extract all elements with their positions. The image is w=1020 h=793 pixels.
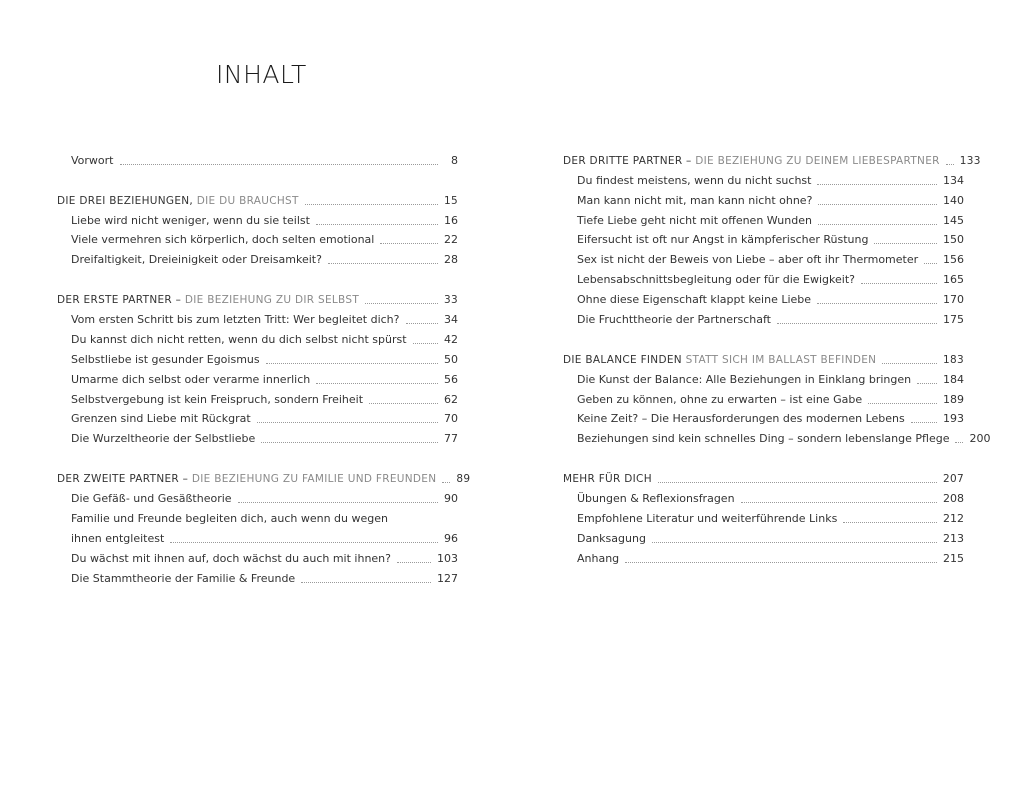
section-gap (563, 327, 964, 347)
dot-leader (817, 184, 937, 185)
section-heading-sub: DIE DU BRAUCHST (193, 194, 299, 207)
dot-leader (413, 343, 438, 344)
toc-entry[interactable] (563, 307, 964, 327)
toc-entry[interactable] (563, 546, 964, 566)
entry-title: Grenzen sind Liebe mit Rückgrat (71, 412, 251, 426)
toc-entry[interactable] (57, 486, 458, 506)
entry-title: Sex ist nicht der Beweis von Liebe – aber oft ihr Thermometer (577, 253, 919, 267)
toc-entry[interactable] (57, 407, 458, 427)
page-number: 165 (943, 273, 964, 287)
toc-section-heading[interactable] (563, 466, 964, 486)
entry-title: Familie und Freunde begleiten dich, auch wenn du wegen (71, 511, 388, 525)
dot-leader (170, 542, 438, 543)
section-heading-main: MEHR FÜR DICH (563, 473, 652, 486)
page-number: 70 (444, 412, 458, 426)
page-number: 33 (444, 294, 458, 307)
page-number: 193 (943, 412, 964, 426)
dot-leader (397, 562, 431, 563)
entry-title: Vom ersten Schritt bis zum letzten Tritt: Wer begleitet dich? (71, 313, 400, 327)
dot-leader (946, 164, 954, 165)
dot-leader (652, 542, 937, 543)
entry-title: Tiefe Liebe geht nicht mit offenen Wunden (577, 213, 812, 227)
page-number: 213 (943, 531, 964, 545)
entry-title: Umarme dich selbst oder verarme innerlich (71, 372, 311, 386)
toc-entry[interactable] (57, 228, 458, 248)
section-gap (563, 446, 964, 466)
dot-leader (365, 303, 438, 304)
entry-title: Übungen & Reflexionsfragen (577, 492, 735, 506)
entry-title: Selbstvergebung ist kein Freispruch, sondern Freiheit (71, 392, 364, 406)
toc-entry[interactable] (57, 247, 458, 267)
entry-title: Die Gefäß- und Gesäßtheorie (71, 492, 232, 506)
dot-leader (924, 263, 937, 264)
toc-entry[interactable] (563, 426, 991, 446)
dot-leader (911, 422, 937, 423)
dot-leader (817, 303, 937, 304)
page-number: 34 (444, 313, 458, 327)
entry-title: Danksagung (577, 531, 646, 545)
page-number: 56 (444, 372, 458, 386)
entry-title: Viele vermehren sich körperlich, doch selten emotional (71, 233, 375, 247)
toc-entry[interactable] (57, 526, 458, 546)
dot-leader (917, 383, 937, 384)
page-number: 8 (451, 153, 458, 167)
page-number: 28 (444, 253, 458, 267)
dot-leader (380, 243, 438, 244)
page-number: 150 (943, 233, 964, 247)
toc-section-heading[interactable] (57, 287, 458, 307)
toc-entry[interactable] (57, 546, 458, 566)
page-number: 145 (943, 213, 964, 227)
dot-leader (741, 502, 937, 503)
toc-entry[interactable] (57, 347, 458, 367)
page-number: 156 (943, 253, 964, 267)
entry-title: Die Fruchttheorie der Partnerschaft (577, 313, 771, 327)
toc-entry[interactable] (563, 287, 964, 307)
toc-entry[interactable] (57, 367, 458, 387)
section-heading-main: DIE BALANCE FINDEN (563, 353, 682, 366)
dot-leader (777, 323, 937, 324)
page-number: 184 (943, 372, 964, 386)
dot-leader (843, 522, 937, 523)
entry-title: Vorwort (71, 153, 114, 167)
section-heading-sub: STATT SICH IM BALLAST BEFINDEN (681, 353, 877, 366)
toc-section-heading[interactable] (563, 347, 964, 367)
page-number: 62 (444, 392, 458, 406)
toc-entry[interactable] (563, 506, 964, 526)
page-number: 183 (943, 353, 964, 366)
dot-leader (238, 502, 438, 503)
toc-section-heading[interactable] (57, 466, 471, 486)
section-gap (57, 267, 458, 287)
dot-leader (301, 582, 431, 583)
page-number: 212 (943, 511, 964, 525)
entry-title: Empfohlene Literatur und weiterführende Links (577, 511, 838, 525)
section-gap (57, 168, 458, 188)
toc-section-heading[interactable] (563, 148, 981, 168)
entry-title: Lebensabschnittsbegleitung oder für die Ewigkeit? (577, 273, 855, 287)
page-number: 103 (437, 551, 458, 565)
toc-entry[interactable] (57, 307, 458, 327)
page-number: 140 (943, 193, 964, 207)
entry-title: Man kann nicht mit, man kann nicht ohne? (577, 193, 813, 207)
entry-title: Ohne diese Eigenschaft klappt keine Liebe (577, 293, 812, 307)
toc-entry[interactable] (57, 506, 458, 526)
dot-leader (261, 442, 438, 443)
entry-title: Geben zu können, ohne zu erwarten – ist eine Gabe (577, 392, 863, 406)
toc-entry[interactable] (563, 407, 964, 427)
toc-entry[interactable] (563, 486, 964, 506)
dot-leader (328, 263, 438, 264)
toc-entry[interactable] (563, 168, 964, 188)
page-number: 134 (943, 173, 964, 187)
toc-entry[interactable] (57, 327, 458, 347)
page-number: 175 (943, 313, 964, 327)
entry-title: Eifersucht ist oft nur Angst in kämpferischer Rüstung (577, 233, 869, 247)
page-number: 133 (959, 154, 981, 167)
entry-title: Du kannst dich nicht retten, wenn du dich selbst nicht spürst (71, 332, 407, 346)
entry-title: Dreifaltigkeit, Dreieinigkeit oder Dreisamkeit? (71, 253, 322, 267)
page-number: 207 (943, 473, 964, 486)
section-heading-sub: DIE BEZIEHUNG ZU DIR SELBST (181, 294, 360, 307)
toc-entry[interactable] (57, 148, 458, 168)
toc-entry[interactable] (563, 367, 964, 387)
entry-title: Die Stammtheorie der Familie & Freunde (71, 571, 296, 585)
section-heading-sub: DIE BEZIEHUNG ZU FAMILIE UND FREUNDEN (188, 473, 437, 486)
entry-title: ihnen entgleitest (71, 531, 165, 545)
toc-entry[interactable] (563, 267, 964, 287)
toc-entry[interactable] (563, 526, 964, 546)
toc-left-column (57, 148, 471, 586)
toc-entry[interactable] (563, 208, 964, 228)
dot-leader (316, 224, 438, 225)
toc-entry[interactable] (57, 426, 458, 446)
toc-entry[interactable] (563, 387, 964, 407)
page-number: 170 (943, 293, 964, 307)
dot-leader (406, 323, 439, 324)
page-number: 15 (444, 194, 458, 207)
toc-section-heading[interactable] (57, 188, 458, 208)
entry-title: Beziehungen sind kein schnelles Ding – sondern lebenslange Pflege (577, 432, 950, 446)
entry-title: Keine Zeit? – Die Herausforderungen des modernen Lebens (577, 412, 905, 426)
page-number: 189 (943, 392, 964, 406)
page-number: 200 (969, 432, 991, 446)
dot-leader (818, 204, 937, 205)
entry-title: Du findest meistens, wenn du nicht suchst (577, 173, 812, 187)
entry-title: Die Kunst der Balance: Alle Beziehungen in Einklang bringen (577, 372, 912, 386)
toc-right-column (563, 148, 991, 566)
page-number: 127 (437, 571, 458, 585)
dot-leader (874, 243, 937, 244)
dot-leader (257, 422, 438, 423)
section-gap (57, 446, 458, 466)
entry-title: Selbstliebe ist gesunder Egoismus (71, 352, 260, 366)
section-heading-main: DIE DREI BEZIEHUNGEN, (57, 194, 194, 207)
section-heading-main: DER ERSTE PARTNER – (57, 294, 182, 307)
toc-entry[interactable] (57, 387, 458, 407)
page-number: 96 (444, 531, 458, 545)
section-heading-main: DER DRITTE PARTNER – (563, 154, 692, 167)
dot-leader (305, 204, 438, 205)
entry-title: Die Wurzeltheorie der Selbstliebe (71, 432, 256, 446)
page-number: 16 (444, 213, 458, 227)
section-heading-sub: DIE BEZIEHUNG ZU DEINEM LIEBESPARTNER (691, 154, 940, 167)
dot-leader (882, 363, 937, 364)
toc-entry[interactable] (563, 188, 964, 208)
toc-entry[interactable] (57, 208, 458, 228)
dot-leader (861, 283, 937, 284)
dot-leader (868, 403, 937, 404)
page-number: 77 (444, 432, 458, 446)
entry-title: Liebe wird nicht weniger, wenn du sie teilst (71, 213, 310, 227)
dot-leader (369, 403, 438, 404)
page-number: 22 (444, 233, 458, 247)
page-number: 50 (444, 352, 458, 366)
toc-entry[interactable] (57, 566, 458, 586)
page-number: 89 (456, 473, 471, 486)
page-title: INHALT (216, 60, 307, 89)
toc-entry[interactable] (563, 228, 964, 248)
page-number: 215 (943, 551, 964, 565)
page-number: 42 (444, 332, 458, 346)
dot-leader (266, 363, 438, 364)
entry-title: Du wächst mit ihnen auf, doch wächst du auch mit ihnen? (71, 551, 391, 565)
dot-leader (818, 224, 937, 225)
toc-entry[interactable] (563, 247, 964, 267)
page-number: 208 (943, 492, 964, 506)
section-heading-main: DER ZWEITE PARTNER – (57, 473, 189, 486)
dot-leader (625, 562, 937, 563)
entry-title: Anhang (577, 551, 620, 565)
dot-leader (955, 442, 963, 443)
dot-leader (658, 482, 937, 483)
dot-leader (120, 164, 439, 165)
page-number: 90 (444, 492, 458, 506)
dot-leader (442, 482, 450, 483)
dot-leader (316, 383, 438, 384)
